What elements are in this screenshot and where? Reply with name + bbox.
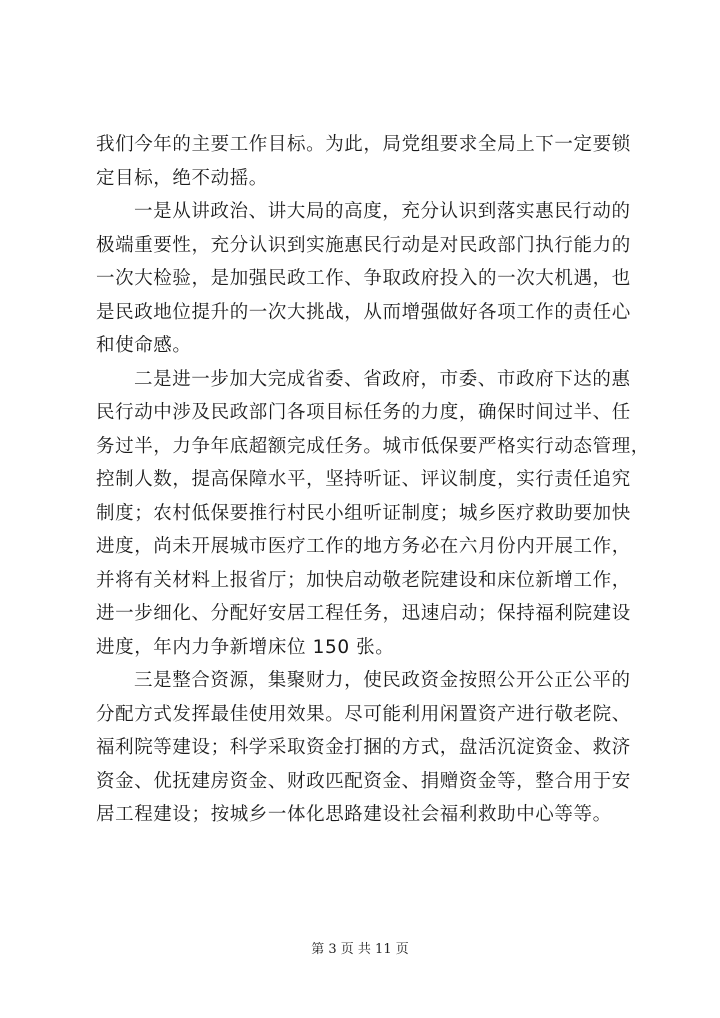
text-line: 一是从讲政治、讲大局的高度，充分认识到落实惠民行动的 <box>134 201 631 222</box>
page-number-footer: 第 3 页 共 11 页 <box>311 942 409 957</box>
text-line: 和使命感。 <box>96 335 192 356</box>
text-line: 三是整合资源，集聚财力，使民政资金按照公开公正公平的 <box>134 670 631 691</box>
text-line: 资金、优抚建房资金、财政匹配资金、捐赠资金等，整合用于安 <box>96 770 631 792</box>
text-line: 定目标，绝不动摇。 <box>96 167 268 189</box>
paragraph-continuation <box>96 128 636 195</box>
document-body <box>96 128 650 832</box>
text-line: 进一步细化、分配好安居工程任务，迅速启动；保持福利院建设 <box>96 603 631 624</box>
paragraph-point-one <box>96 195 636 363</box>
text-line: 进度，尚未开展城市医疗工作的地方务必在六月份内开展工作， <box>96 536 631 557</box>
text-line: 一次大检验，是加强民政工作、争取政府投入的一次大机遇，也 <box>96 268 631 289</box>
text-line: 制度；农村低保要推行村民小组听证制度；城乡医疗救助要加快 <box>96 502 631 524</box>
text-line: 居工程建设；按城乡一体化思路建设社会福利救助中心等等。 <box>96 804 612 825</box>
text-line: 二是进一步加大完成省委、省政府，市委、市政府下达的惠 <box>134 368 631 390</box>
text-line: 控制人数，提高保障水平，坚持听证、评议制度，实行责任追究 <box>96 469 631 490</box>
text-line: 进度，年内力争新增床位 150 张。 <box>96 636 395 658</box>
text-line: 分配方式发挥最佳使用效果。尽可能利用闲置资产进行敬老院、 <box>96 703 631 725</box>
text-line: 我们今年的主要工作目标。为此，局党组要求全局上下一定要锁 <box>96 134 631 155</box>
text-line: 福利院等建设；科学采取资金打捆的方式，盘活沉淀资金、救济 <box>96 737 631 758</box>
text-line: 民行动中涉及民政部门各项目标任务的力度，确保时间过半、任 <box>96 402 631 423</box>
text-line: 务过半，力争年底超额完成任务。城市低保要严格实行动态管理， <box>96 435 650 457</box>
text-line: 并将有关材料上报省厅；加快启动敬老院建设和床位新增工作， <box>96 569 631 591</box>
paragraph-point-two <box>96 363 650 665</box>
paragraph-point-three <box>96 664 636 832</box>
text-line: 极端重要性，充分认识到实施惠民行动是对民政部门执行能力的 <box>96 234 631 256</box>
text-line: 是民政地位提升的一次大挑战，从而增强做好各项工作的责任心 <box>96 301 631 323</box>
